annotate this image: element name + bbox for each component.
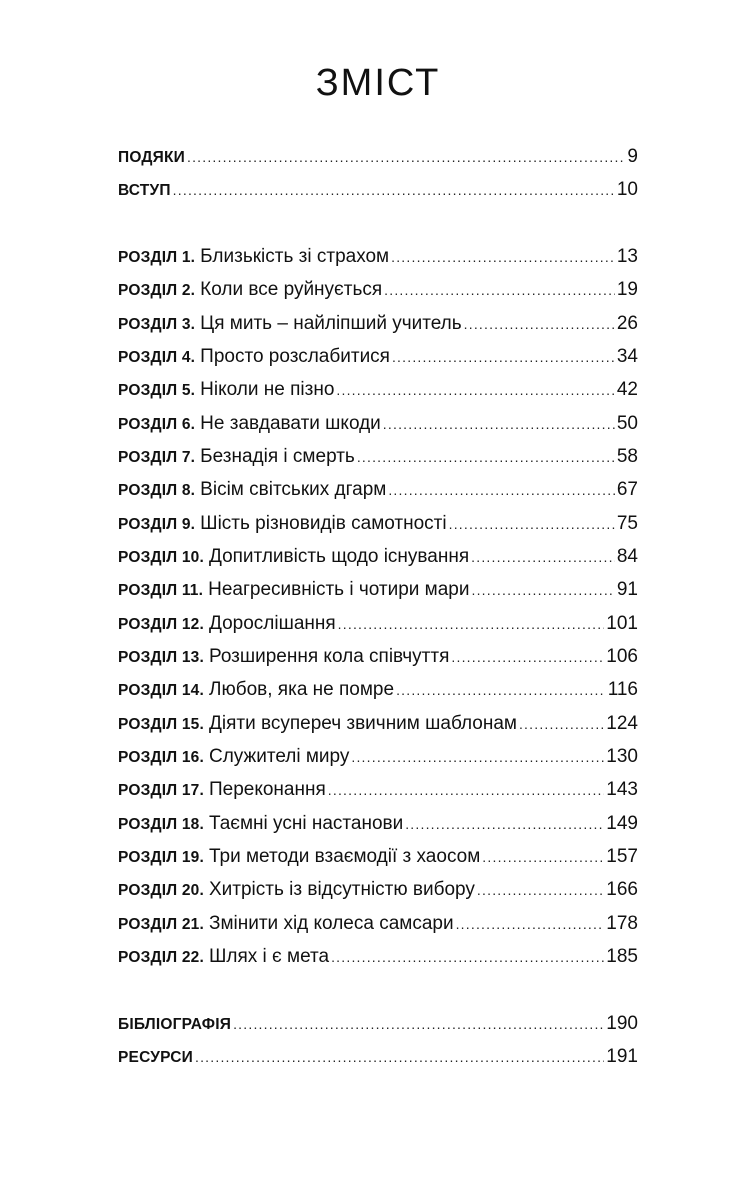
dot-leader [357, 442, 615, 472]
dot-leader [338, 609, 605, 639]
chapter-title: Шлях і є мета [208, 946, 330, 967]
dot-leader [392, 342, 615, 372]
chapter-title: Безнадія і смерть [200, 446, 355, 467]
toc-entry-chapter[interactable] [118, 409, 638, 439]
toc-entry-page: 91 [616, 579, 638, 600]
toc-entry-chapter[interactable] [118, 275, 638, 305]
chapter-number: РОЗДІЛ 2. [118, 282, 196, 299]
chapter-number: РОЗДІЛ 11. [118, 582, 204, 599]
chapter-number: РОЗДІЛ 17. [118, 782, 204, 799]
chapter-title: Близькість зі страхом [200, 246, 390, 267]
dot-leader [195, 1042, 604, 1072]
chapter-number: РОЗДІЛ 7. [118, 449, 196, 466]
toc-entry-chapter[interactable] [118, 242, 638, 272]
dot-leader [388, 475, 615, 505]
chapter-title: Ніколи не пізно [200, 379, 335, 400]
toc-entry-bibliography[interactable] [118, 1009, 638, 1039]
chapter-title: Таємні усні настанови [208, 813, 404, 834]
toc-entry-chapter[interactable] [118, 742, 638, 772]
toc-entry-page: 191 [606, 1046, 638, 1067]
chapter-number: РОЗДІЛ 13. [118, 649, 204, 666]
toc-entry-chapter[interactable] [118, 509, 638, 539]
toc-entry-chapter[interactable] [118, 309, 638, 339]
toc-entry-chapter[interactable] [118, 709, 638, 739]
toc-entry-page: 106 [606, 646, 638, 667]
chapter-title: Ця мить – найліпший учитель [200, 313, 462, 334]
chapter-title: Неагресивність і чотири мари [208, 579, 470, 600]
chapter-title: Хитрість із відсутністю вибору [208, 879, 475, 900]
toc-entry-chapter[interactable] [118, 942, 638, 972]
dot-leader [451, 642, 604, 672]
chapter-title: Діяти всупереч звичним шаблонам [208, 713, 517, 734]
dot-leader [482, 842, 604, 872]
toc-entry-label: РЕСУРСИ [118, 1049, 193, 1066]
toc-entry-resources[interactable] [118, 1042, 638, 1072]
toc-entry-page: 75 [616, 513, 638, 534]
toc-entry-label: ПОДЯКИ [118, 149, 185, 166]
chapter-number: РОЗДІЛ 6. [118, 416, 196, 433]
dot-leader [391, 242, 615, 272]
toc-entry-chapter[interactable] [118, 542, 638, 572]
toc-entry-chapter[interactable] [118, 575, 638, 605]
chapter-number: РОЗДІЛ 12. [118, 616, 204, 633]
chapter-title: Переконання [208, 779, 326, 800]
chapter-title: Коли все руйнується [200, 279, 383, 300]
chapter-title: Допитливість щодо існування [208, 546, 470, 567]
dot-leader [471, 575, 614, 605]
chapter-title: Любов, яка не помре [208, 679, 395, 700]
dot-leader [328, 775, 605, 805]
dot-leader [396, 675, 606, 705]
toc-entry-page: 19 [616, 279, 638, 300]
toc-entry-page: 67 [616, 479, 638, 500]
chapter-title: Шість різновидів самотності [200, 513, 447, 534]
toc-entry-chapter[interactable] [118, 375, 638, 405]
toc-entry-page: 166 [606, 879, 638, 900]
page-title: ЗМІСТ [315, 62, 441, 104]
toc-entry-page: 124 [606, 713, 638, 734]
chapter-title: Вісім світських дгарм [200, 479, 387, 500]
chapter-number: РОЗДІЛ 20. [118, 882, 204, 899]
dot-leader [383, 409, 615, 439]
toc-entry-chapter[interactable] [118, 875, 638, 905]
toc-entry-chapter[interactable] [118, 475, 638, 505]
toc-entry-chapter[interactable] [118, 642, 638, 672]
toc-entry-chapter[interactable] [118, 842, 638, 872]
chapter-title: Служителі миру [208, 746, 350, 767]
toc-entry-page: 42 [616, 379, 638, 400]
dot-leader [336, 375, 614, 405]
chapter-number: РОЗДІЛ 18. [118, 816, 204, 833]
chapter-number: РОЗДІЛ 3. [118, 316, 196, 333]
chapter-number: РОЗДІЛ 15. [118, 716, 204, 733]
toc-entry-page: 185 [606, 946, 638, 967]
dot-leader [456, 909, 605, 939]
chapter-number: РОЗДІЛ 21. [118, 916, 204, 933]
toc-entry-page: 10 [616, 179, 638, 200]
toc-entry-chapter[interactable] [118, 675, 638, 705]
toc-entry-chapter[interactable] [118, 909, 638, 939]
dot-leader [384, 275, 615, 305]
toc-entry-chapter[interactable] [118, 609, 638, 639]
toc-entry-page: 101 [606, 613, 638, 634]
chapter-title: Не завдавати шкоди [200, 413, 381, 434]
toc-entry-page: 84 [616, 546, 638, 567]
chapter-number: РОЗДІЛ 4. [118, 349, 196, 366]
toc-entry-page: 58 [616, 446, 638, 467]
toc-entry-page: 50 [616, 413, 638, 434]
chapter-number: РОЗДІЛ 14. [118, 682, 204, 699]
chapter-title: Дорослішання [208, 613, 336, 634]
toc-entry-chapter[interactable] [118, 442, 638, 472]
toc-entry-page: 190 [606, 1013, 638, 1034]
toc-entry-chapter[interactable] [118, 809, 638, 839]
chapter-number: РОЗДІЛ 16. [118, 749, 204, 766]
toc-entry-page: 13 [616, 246, 638, 267]
toc-entry-page: 116 [607, 679, 638, 700]
dot-leader [449, 509, 615, 539]
chapter-title: Три методи взаємодії з хаосом [208, 846, 481, 867]
dot-leader [405, 809, 604, 839]
chapter-title: Розширення кола співчуття [208, 646, 450, 667]
toc-entry-page: 34 [616, 346, 638, 367]
chapter-number: РОЗДІЛ 10. [118, 549, 204, 566]
toc-entry-chapter[interactable] [118, 775, 638, 805]
toc-entry-label: БІБЛІОГРАФІЯ [118, 1016, 232, 1033]
dot-leader [471, 542, 615, 572]
toc-entry-introduction[interactable] [118, 175, 638, 205]
toc-entry-page: 130 [606, 746, 638, 767]
chapter-number: РОЗДІЛ 19. [118, 849, 204, 866]
chapter-number: РОЗДІЛ 8. [118, 482, 196, 499]
chapter-number: РОЗДІЛ 22. [118, 949, 204, 966]
dot-leader [233, 1009, 604, 1039]
toc-entry-page: 149 [606, 813, 638, 834]
toc-entry-page: 26 [616, 313, 638, 334]
toc-entry-label: ВСТУП [118, 182, 171, 199]
dot-leader [477, 875, 604, 905]
chapter-number: РОЗДІЛ 9. [118, 516, 196, 533]
chapter-title: Змінити хід колеса самсари [208, 913, 454, 934]
toc-entry-acknowledgements[interactable] [118, 142, 638, 172]
toc-entry-page: 9 [627, 146, 638, 167]
dot-leader [331, 942, 604, 972]
toc-entry-chapter[interactable] [118, 342, 638, 372]
toc-entry-page: 157 [606, 846, 638, 867]
dot-leader [187, 142, 625, 172]
dot-leader [351, 742, 604, 772]
toc-entry-page: 178 [606, 913, 638, 934]
toc-entry-page: 143 [606, 779, 638, 800]
dot-leader [519, 709, 604, 739]
chapter-title: Просто розслабитися [200, 346, 390, 367]
chapter-number: РОЗДІЛ 5. [118, 382, 196, 399]
dot-leader [464, 309, 615, 339]
chapter-number: РОЗДІЛ 1. [118, 249, 196, 266]
dot-leader [173, 175, 615, 205]
